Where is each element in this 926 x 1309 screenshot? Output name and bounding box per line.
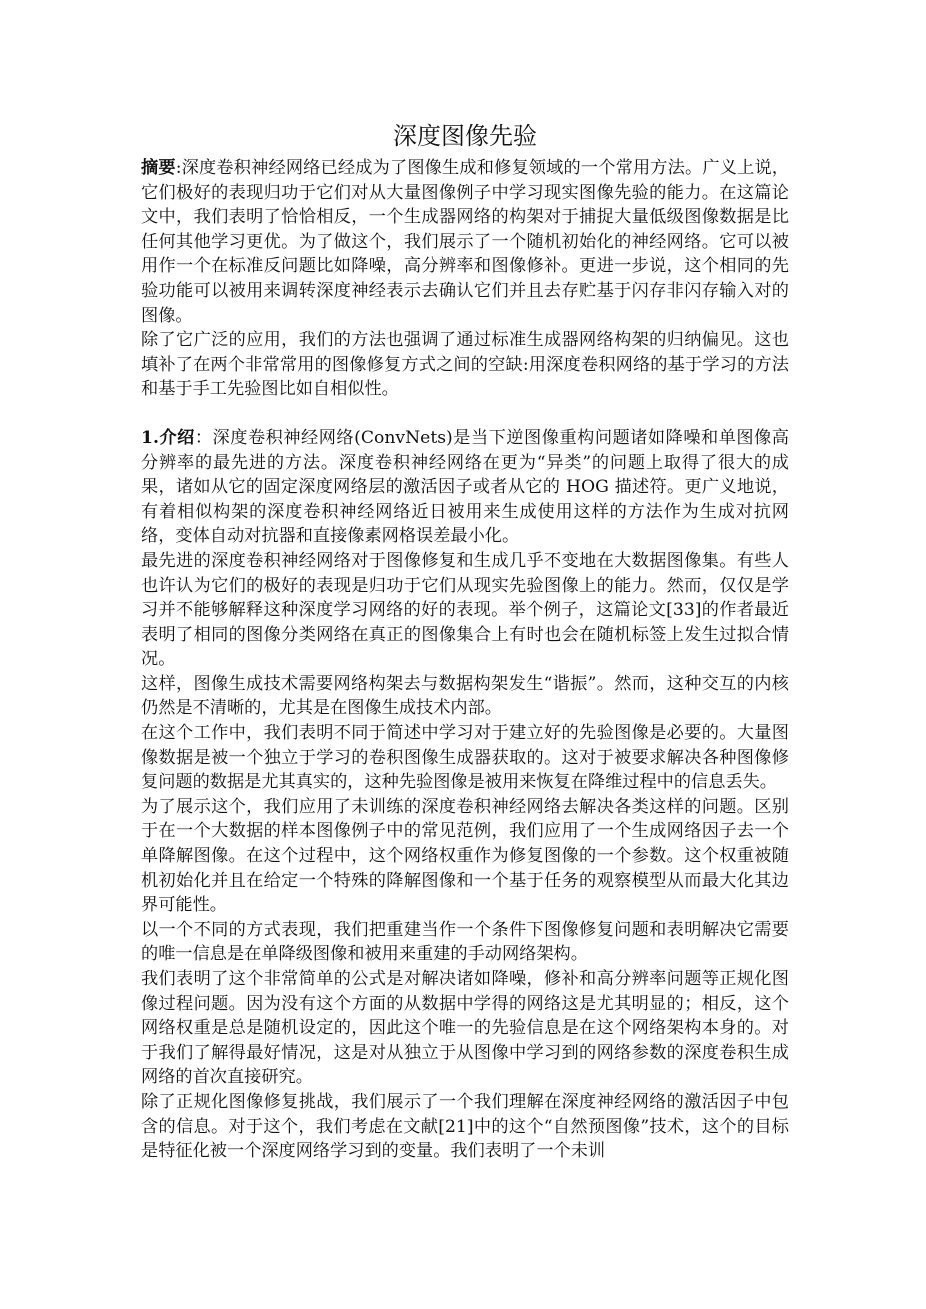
document-title: 深度图像先验 xyxy=(393,122,537,150)
introduction-paragraph-6: 以一个不同的方式表现，我们把重建当作一个条件下图像修复问题和表明解决它需要的唯一信息是在单降级图像和被用来重建的手动网络架构。 xyxy=(141,919,789,965)
document-page xyxy=(141,118,789,1164)
abstract-paragraph xyxy=(141,156,789,328)
introduction-paragraph-7: 我们表明了这个非常简单的公式是对解决诸如降噪，修补和高分辨率问题等正规化图像过程问题。因为没有这个方面的从数据中学得的网络这是尤其明显的；相反，这个网络权重是总是随机设定的，因此这个唯一的先验信息是在这个网络架构本身的。对于我们了解得最好情况，这是对从独立于从图像中学习到的网络参数的深度卷积生成网络的首次直接研究。 xyxy=(141,969,789,1088)
introduction-text: ：深度卷积神经网络(ConvNets)是当下逆图像重构问题诸如降噪和单图像高分辨率的最先进的方法。深度卷积神经网络在更为“异类”的问题上取得了很大的成果，诸如从它的固定深度网络层的激活因子或者从它的 HOG 描述符。更广义地说，有着相似构架的深度卷积神经网络近日被用来生成使用这样的方法作为生成对抗网络，变体自动对抗器和直接像素网格误差最小化。 xyxy=(141,427,789,547)
introduction-paragraph-8: 除了正规化图像修复挑战，我们展示了一个我们理解在深度神经网络的激活因子中包含的信息。对于这个，我们考虑在文献[21]中的这个“自然预图像”技术，这个的目标是特征化被一个深度网络学习到的变量。我们表明了一个未训 xyxy=(141,1091,789,1162)
introduction-paragraph-4: 在这个工作中，我们表明不同于简述中学习对于建立好的先验图像是必要的。大量图像数据是被一个独立于学习的卷积图像生成器获取的。这对于被要求解决各种图像修复问题的数据是尤其真实的，这种先验图像是被用来恢复在降维过程中的信息丢失。 xyxy=(141,723,789,793)
abstract-text: :深度卷积神经网络已经成为了图像生成和修复领域的一个常用方法。广义上说，它们极好的表现归功于它们对从大量图像例子中学习现实图像先验的能力。在这篇论文中，我们表明了恰恰相反，一个生成器网络的构架对于捕捉大量低级图像数据是比任何其他学习更优。为了做这个，我们展示了一个随机初始化的神经网络。它可以被用作一个在标准反问题比如降噪，高分辨率和图像修补。更进一步说，这个相同的先验功能可以被用来调转深度神经表示去确认它们并且去存贮基于闪存非闪存输入对的图像。 xyxy=(141,158,789,326)
introduction-paragraph-2: 最先进的深度卷积神经网络对于图像修复和生成几乎不变地在大数据图像集。有些人也许认为它们的极好的表现是归功于它们从现实先验图像上的能力。然而，仅仅是学习并不能够解释这种深度学习网络的好的表现。举个例子，这篇论文[33]的作者最近表明了相同的图像分类网络在真正的图像集合上有时也会在随机标签上发生过拟合情况。 xyxy=(141,550,789,670)
section-gap xyxy=(141,402,789,426)
introduction-paragraph xyxy=(141,426,789,549)
abstract-continuation: 除了它广泛的应用，我们的方法也强调了通过标准生成器网络构架的归纳偏见。这也填补了在两个非常常用的图像修复方式之间的空缺:用深度卷积网络的基于学习的方法和基于手工先验图比如自相似性。 xyxy=(141,330,789,400)
abstract-label: 摘要 xyxy=(141,158,176,178)
introduction-paragraph-5: 为了展示这个，我们应用了未训练的深度卷积神经网络去解决各类这样的问题。区别于在一个大数据的样本图像例子中的常见范例，我们应用了一个生成网络因子去一个单降解图像。在这个过程中，这个网络权重作为修复图像的一个参数。这个权重被随机初始化并且在给定一个特殊的降解图像和一个基于任务的观察模型从而最大化其边界可能性。 xyxy=(141,796,789,916)
introduction-label: 1.介绍 xyxy=(141,427,195,448)
introduction-paragraph-3: 这样，图像生成技术需要网络构架去与数据构架发生“谐振”。然而，这种交互的内核仍然是不清晰的，尤其是在图像生成技术内部。 xyxy=(141,673,789,719)
